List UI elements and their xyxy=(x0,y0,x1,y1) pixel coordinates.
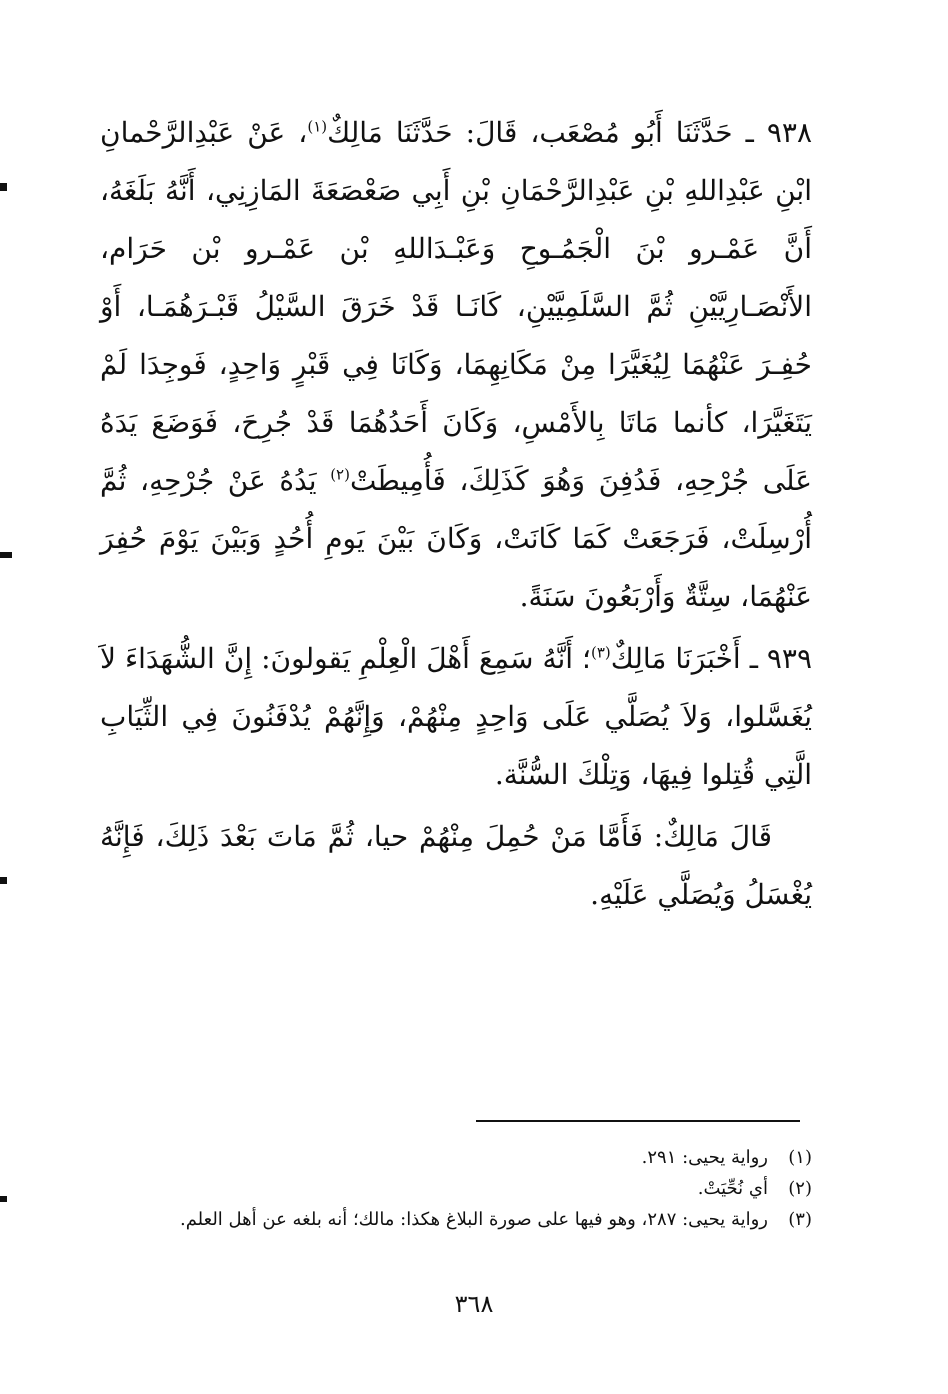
footnote-1 xyxy=(100,1142,812,1173)
hadith-text: يَدُهُ عَنْ جُرْحِهِ، ثُمَّ أُرْسِلَتْ، فَرَجَعَتْ كَمَا كَانَتْ، وَكَانَ بَيْنَ يَومِ أُحُدٍ وَبَيْنَ يَوْمَ حُفِرَ عَنْهُمَا، سِتَّةٌ وَأَرْبَعُونَ سَنَةً. xyxy=(100,464,812,613)
footnote-text: رواية يحيى: ٢٨٧، وهو فيها على صورة البلاغ هكذا: مالك؛ أنه بلغه عن أهل العلم. xyxy=(179,1209,768,1230)
scan-edge-mark xyxy=(0,877,7,884)
scan-edge-mark xyxy=(0,183,7,191)
footnote-2 xyxy=(100,1173,812,1204)
hadith-number: ٩٣٩ xyxy=(766,642,813,675)
scan-edge-mark xyxy=(0,1196,7,1202)
footnote-number: (١) xyxy=(788,1147,812,1168)
footnote-reference: (٣) xyxy=(590,643,611,662)
hadith-number: ٩٣٨ xyxy=(766,116,812,149)
hadith-938 xyxy=(100,104,812,626)
footnote-3 xyxy=(100,1204,812,1235)
scan-edge-mark xyxy=(0,552,12,558)
footnote-reference: (٢) xyxy=(330,465,350,484)
footnote-number: (٣) xyxy=(788,1209,812,1230)
footnote-reference: (١) xyxy=(307,117,328,136)
footnotes xyxy=(100,1142,812,1235)
hadith-text: ، عَنْ عَبْدِالرَّحْمانِ ابْنِ عَبْدِاللهِ بْنِ عَبْدِالرَّحْمَانِ بْنِ أَبِي صَعْصَعَةَ المَازِنِي، أَنَّهُ بَلَغَهُ، أَنَّ عَمْـرو بْنَ الْجَمُـوحِ وَعَبْـدَاللهِ بْن عَمْـرو بْن حَرَام، الأَنْصَـارِيَّيْنِ ثُمَّ السَّلَمِيَّيْنِ، كَانَـا قَدْ خَرَقَ السَّيْلُ قَبْـرَهُمَـا، أَوْ حُفِـرَ عَنْهُمَا لِيُغَيَّرَا مِنْ مَكَانِهِمَا، وَكَانَا فِي قَبْرٍ وَاحِدٍ، فَوجِدَا لَمْ يَتَغَيَّرَا، كأنما مَاتَا بِالأَمْسِ، وَكَانَ أَحَدُهُمَا قَدْ جُرِحَ، فَوَضَعَ يَدَهُ عَلَى جُرْحِهِ، فَدُفِنَ وَهُوَ كَذَلِكَ، فَأُمِيطَتْ xyxy=(100,116,813,497)
hadith-text: ـ أَخْبَرَنَا مَالِكٌ xyxy=(610,642,767,675)
footnote-number: (٢) xyxy=(788,1178,812,1199)
footnote-text: أي نُحِّيَتْ. xyxy=(697,1178,768,1199)
main-text xyxy=(100,104,812,924)
malik-comment: قَالَ مَالِكٌ: فَأَمَّا مَنْ حُمِلَ مِنْهُمْ حيا، ثُمَّ مَاتَ بَعْدَ ذَلِكَ، فَإِنَّهُ يُغْسَلُ وَيُصَلَّي عَلَيْهِ. xyxy=(100,820,812,911)
footnote-text: رواية يحيى: ٢٩١. xyxy=(641,1147,768,1168)
hadith-text: ؛ أَنَّهُ سَمِعَ أَهْلَ الْعِلْمِ يَقولونَ: إِنَّ الشُّهَدَاءَ لاَ يُغَسَّلوا، وَلاَ يُصَلَّي عَلَى وَاحِدٍ مِنْهُمْ، وَإِنَّهُمْ يُدْفَنُونَ فِي الثِّيَابِ الَّتِي قُتِلوا فِيهَا، وَتِلْكَ السُّنَّة. xyxy=(100,642,812,791)
hadith-939 xyxy=(100,630,812,804)
page-number: ٣٦٨ xyxy=(454,1290,494,1318)
hadith-text: ـ حَدَّثَنَا أَبُو مُصْعَب، قَالَ: حَدَّثَنَا مَالِكٌ xyxy=(327,116,767,149)
footnote-separator xyxy=(476,1120,800,1122)
